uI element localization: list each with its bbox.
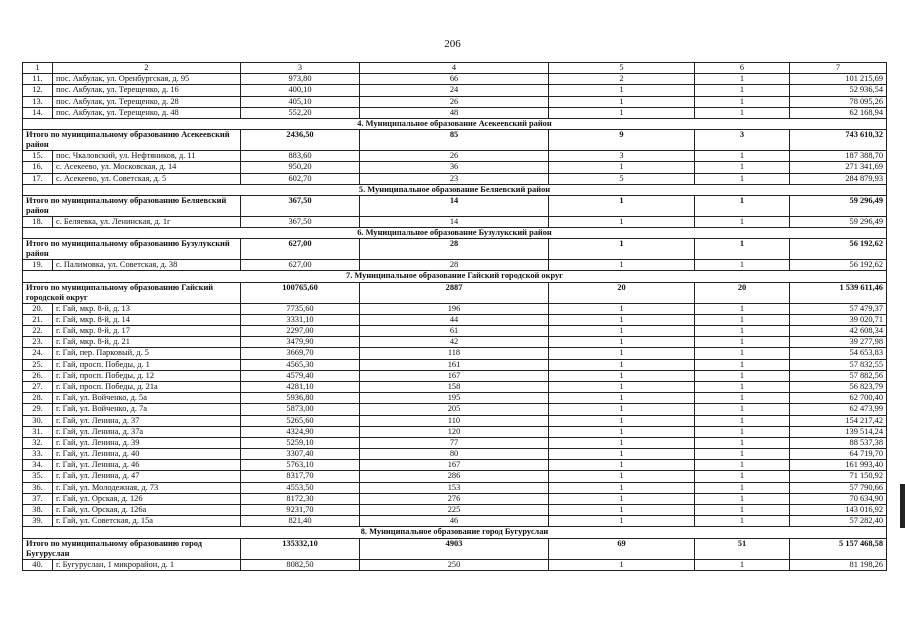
- row-cost: 39 277,98: [790, 337, 887, 348]
- row-area: 5265,60: [241, 415, 360, 426]
- row-col6: 1: [695, 559, 790, 570]
- row-area: 2297,00: [241, 326, 360, 337]
- row-cost: 62 473,99: [790, 404, 887, 415]
- row-col6: 1: [695, 260, 790, 271]
- subtotal-cost: 1 539 611,46: [790, 282, 887, 303]
- row-number: 15.: [23, 151, 53, 162]
- row-area: 3307,40: [241, 449, 360, 460]
- row-cost: 59 296,49: [790, 216, 887, 227]
- row-address: г. Гай, мкр. 8-й, д. 17: [53, 326, 241, 337]
- row-area: 883,60: [241, 151, 360, 162]
- row-address: г. Гай, ул. Орская, д. 126а: [53, 505, 241, 516]
- row-residents: 120: [360, 426, 549, 437]
- row-number: 38.: [23, 505, 53, 516]
- row-number: 40.: [23, 559, 53, 570]
- row-col6: 1: [695, 460, 790, 471]
- row-residents: 23: [360, 173, 549, 184]
- subtotal-col6: 51: [695, 538, 790, 559]
- row-number: 18.: [23, 216, 53, 227]
- row-residents: 24: [360, 85, 549, 96]
- subtotal-area: 627,00: [241, 239, 360, 260]
- row-col6: 1: [695, 303, 790, 314]
- row-address: г. Гай, ул. Войченко, д. 7а: [53, 404, 241, 415]
- row-col5: 5: [549, 173, 695, 184]
- subtotal-col6: 1: [695, 239, 790, 260]
- row-col5: 1: [549, 370, 695, 381]
- row-col6: 1: [695, 314, 790, 325]
- row-col6: 1: [695, 337, 790, 348]
- row-cost: 64 719,70: [790, 449, 887, 460]
- row-address: г. Гай, просп. Победы, д. 12: [53, 370, 241, 381]
- row-area: 5873,00: [241, 404, 360, 415]
- section-heading-row: [23, 271, 887, 282]
- row-residents: 80: [360, 449, 549, 460]
- row-area: 4324,90: [241, 426, 360, 437]
- row-residents: 225: [360, 505, 549, 516]
- section-title: 6. Муниципальное образование Бузулукский район: [23, 228, 887, 239]
- row-number: 17.: [23, 173, 53, 184]
- row-col5: 1: [549, 96, 695, 107]
- section-heading-row: [23, 228, 887, 239]
- subtotal-cost: 743 610,32: [790, 130, 887, 151]
- row-number: 23.: [23, 337, 53, 348]
- column-header: 1: [23, 63, 53, 74]
- row-cost: 42 608,34: [790, 326, 887, 337]
- row-cost: 62 168,94: [790, 107, 887, 118]
- row-area: 4565,30: [241, 359, 360, 370]
- row-residents: 276: [360, 493, 549, 504]
- table-row: [23, 85, 887, 96]
- row-area: 3331,10: [241, 314, 360, 325]
- row-col6: 1: [695, 415, 790, 426]
- row-col5: 1: [549, 460, 695, 471]
- row-col5: 1: [549, 493, 695, 504]
- row-residents: 26: [360, 96, 549, 107]
- row-cost: 57 832,55: [790, 359, 887, 370]
- row-residents: 26: [360, 151, 549, 162]
- section-title: 4. Муниципальное образование Асекеевский район: [23, 118, 887, 129]
- subtotal-row: [23, 239, 887, 260]
- row-col6: 1: [695, 326, 790, 337]
- row-address: г. Гай, просп. Победы, д. 21а: [53, 381, 241, 392]
- row-cost: 101 215,69: [790, 74, 887, 85]
- subtotal-label: Итого по муниципальному образованию город Бугуруслан: [23, 538, 241, 559]
- row-residents: 286: [360, 471, 549, 482]
- column-header: 5: [549, 63, 695, 74]
- subtotal-cost: 5 157 468,58: [790, 538, 887, 559]
- row-number: 20.: [23, 303, 53, 314]
- column-header: 3: [241, 63, 360, 74]
- table-row: [23, 96, 887, 107]
- row-address: пос. Акбулак, ул. Терещенко, д. 28: [53, 96, 241, 107]
- row-area: 950,20: [241, 162, 360, 173]
- row-col6: 1: [695, 516, 790, 527]
- row-col6: 1: [695, 162, 790, 173]
- row-address: г. Гай, мкр. 8-й, д. 13: [53, 303, 241, 314]
- row-cost: 88 537,38: [790, 437, 887, 448]
- row-number: 32.: [23, 437, 53, 448]
- subtotal-col6: 3: [695, 130, 790, 151]
- row-address: г. Гай, ул. Ленина, д. 40: [53, 449, 241, 460]
- row-area: 821,40: [241, 516, 360, 527]
- row-area: 7735,60: [241, 303, 360, 314]
- subtotal-residents: 28: [360, 239, 549, 260]
- row-area: 602,70: [241, 173, 360, 184]
- row-number: 28.: [23, 393, 53, 404]
- section-title: 8. Муниципальное образование город Бугуруслан: [23, 527, 887, 538]
- row-cost: 57 479,37: [790, 303, 887, 314]
- row-col6: 1: [695, 216, 790, 227]
- subtotal-col5: 20: [549, 282, 695, 303]
- row-address: г. Гай, мкр. 8-й, д. 14: [53, 314, 241, 325]
- table-row: [23, 426, 887, 437]
- row-cost: 187 388,70: [790, 151, 887, 162]
- row-col6: 1: [695, 505, 790, 516]
- row-col6: 1: [695, 107, 790, 118]
- row-area: 4553,50: [241, 482, 360, 493]
- row-address: с. Асекеево, ул. Московская, д. 14: [53, 162, 241, 173]
- table-row: [23, 348, 887, 359]
- table-row: [23, 162, 887, 173]
- row-area: 5259,10: [241, 437, 360, 448]
- row-address: с. Асекеево, ул. Советская, д. 5: [53, 173, 241, 184]
- table-row: [23, 449, 887, 460]
- table-row: [23, 326, 887, 337]
- row-area: 3479,90: [241, 337, 360, 348]
- scan-edge-mark: [900, 484, 905, 528]
- row-address: пос. Акбулак, ул. Оренбургская, д. 95: [53, 74, 241, 85]
- table-row: [23, 516, 887, 527]
- subtotal-col5: 9: [549, 130, 695, 151]
- row-col5: 1: [549, 162, 695, 173]
- row-col5: 1: [549, 516, 695, 527]
- row-cost: 56 823,79: [790, 381, 887, 392]
- table-row: [23, 505, 887, 516]
- row-area: 9231,70: [241, 505, 360, 516]
- subtotal-label: Итого по муниципальному образованию Беляевский район: [23, 195, 241, 216]
- row-address: с. Палимовка, ул. Советская, д. 38: [53, 260, 241, 271]
- row-residents: 167: [360, 370, 549, 381]
- table-row: [23, 482, 887, 493]
- row-col5: 1: [549, 415, 695, 426]
- subtotal-residents: 2887: [360, 282, 549, 303]
- section-title: 7. Муниципальное образование Гайский городской округ: [23, 271, 887, 282]
- row-address: пос. Акбулак, ул. Терещенко, д. 16: [53, 85, 241, 96]
- column-header: 6: [695, 63, 790, 74]
- subtotal-col5: 1: [549, 195, 695, 216]
- row-residents: 110: [360, 415, 549, 426]
- row-col6: 1: [695, 482, 790, 493]
- row-cost: 143 016,92: [790, 505, 887, 516]
- table-row: [23, 74, 887, 85]
- row-cost: 154 217,42: [790, 415, 887, 426]
- row-col6: 1: [695, 449, 790, 460]
- subtotal-residents: 4903: [360, 538, 549, 559]
- row-col6: 1: [695, 493, 790, 504]
- column-header: 4: [360, 63, 549, 74]
- row-address: г. Гай, ул. Орская, д. 126: [53, 493, 241, 504]
- row-residents: 158: [360, 381, 549, 392]
- row-area: 973,80: [241, 74, 360, 85]
- row-col5: 1: [549, 216, 695, 227]
- row-col5: 1: [549, 559, 695, 570]
- row-number: 34.: [23, 460, 53, 471]
- subtotal-area: 367,50: [241, 195, 360, 216]
- row-area: 8172,30: [241, 493, 360, 504]
- row-number: 16.: [23, 162, 53, 173]
- row-residents: 167: [360, 460, 549, 471]
- row-col6: 1: [695, 173, 790, 184]
- table-row: [23, 359, 887, 370]
- table-row: [23, 151, 887, 162]
- subtotal-row: [23, 195, 887, 216]
- table-row: [23, 393, 887, 404]
- row-cost: 57 790,66: [790, 482, 887, 493]
- row-number: 14.: [23, 107, 53, 118]
- row-col5: 1: [549, 449, 695, 460]
- row-cost: 271 341,69: [790, 162, 887, 173]
- subtotal-area: 2436,50: [241, 130, 360, 151]
- table-row: [23, 415, 887, 426]
- row-cost: 39 020,71: [790, 314, 887, 325]
- section-heading-row: [23, 118, 887, 129]
- row-col5: 1: [549, 303, 695, 314]
- column-number-header-row: [23, 63, 887, 74]
- subtotal-label: Итого по муниципальному образованию Асекеевский район: [23, 130, 241, 151]
- row-cost: 161 993,40: [790, 460, 887, 471]
- table-row: [23, 173, 887, 184]
- row-number: 11.: [23, 74, 53, 85]
- row-number: 39.: [23, 516, 53, 527]
- row-cost: 81 198,26: [790, 559, 887, 570]
- row-cost: 70 634,90: [790, 493, 887, 504]
- table-row: [23, 437, 887, 448]
- row-residents: 195: [360, 393, 549, 404]
- subtotal-row: [23, 130, 887, 151]
- table-row: [23, 381, 887, 392]
- table-row: [23, 370, 887, 381]
- row-number: 21.: [23, 314, 53, 325]
- row-number: 33.: [23, 449, 53, 460]
- row-col5: 1: [549, 381, 695, 392]
- table-row: [23, 314, 887, 325]
- row-residents: 42: [360, 337, 549, 348]
- subtotal-label: Итого по муниципальному образованию Гайский городской округ: [23, 282, 241, 303]
- table-row: [23, 559, 887, 570]
- row-residents: 66: [360, 74, 549, 85]
- row-col6: 1: [695, 381, 790, 392]
- row-cost: 71 150,92: [790, 471, 887, 482]
- row-address: г. Гай, ул. Войченко, д. 5а: [53, 393, 241, 404]
- row-col6: 1: [695, 74, 790, 85]
- row-col5: 1: [549, 393, 695, 404]
- row-area: 627,00: [241, 260, 360, 271]
- row-residents: 196: [360, 303, 549, 314]
- row-address: г. Гай, ул. Ленина, д. 37а: [53, 426, 241, 437]
- subtotal-residents: 85: [360, 130, 549, 151]
- subtotal-row: [23, 538, 887, 559]
- row-residents: 205: [360, 404, 549, 415]
- row-address: пос. Чкаловский, ул. Нефтяников, д. 11: [53, 151, 241, 162]
- row-col5: 1: [549, 314, 695, 325]
- subtotal-cost: 56 192,62: [790, 239, 887, 260]
- row-cost: 54 653,83: [790, 348, 887, 359]
- row-address: г. Гай, ул. Ленина, д. 37: [53, 415, 241, 426]
- subtotal-col6: 20: [695, 282, 790, 303]
- row-area: 367,50: [241, 216, 360, 227]
- subtotal-col6: 1: [695, 195, 790, 216]
- row-number: 31.: [23, 426, 53, 437]
- row-residents: 44: [360, 314, 549, 325]
- row-residents: 14: [360, 216, 549, 227]
- table-row: [23, 337, 887, 348]
- row-cost: 78 095,26: [790, 96, 887, 107]
- row-address: г. Гай, мкр. 8-й, д. 21: [53, 337, 241, 348]
- section-heading-row: [23, 527, 887, 538]
- row-area: 3669,70: [241, 348, 360, 359]
- column-header: 7: [790, 63, 887, 74]
- row-area: 405,10: [241, 96, 360, 107]
- row-area: 4281,10: [241, 381, 360, 392]
- section-title: 5. Муниципальное образование Беляевский район: [23, 184, 887, 195]
- row-col6: 1: [695, 151, 790, 162]
- row-area: 400,10: [241, 85, 360, 96]
- row-address: пос. Акбулак, ул. Терещенко, д. 48: [53, 107, 241, 118]
- table-row: [23, 460, 887, 471]
- row-address: г. Гай, ул. Ленина, д. 47: [53, 471, 241, 482]
- row-col5: 1: [549, 505, 695, 516]
- subtotal-area: 100765,60: [241, 282, 360, 303]
- row-number: 13.: [23, 96, 53, 107]
- table-row: [23, 404, 887, 415]
- row-col5: 1: [549, 348, 695, 359]
- row-address: г. Гай, ул. Молодежная, д. 73: [53, 482, 241, 493]
- row-number: 27.: [23, 381, 53, 392]
- row-residents: 118: [360, 348, 549, 359]
- row-number: 12.: [23, 85, 53, 96]
- row-address: г. Гай, ул. Ленина, д. 39: [53, 437, 241, 448]
- row-residents: 153: [360, 482, 549, 493]
- row-cost: 57 282,40: [790, 516, 887, 527]
- row-col5: 1: [549, 85, 695, 96]
- row-address: г. Гай, пер. Парковый, д. 5: [53, 348, 241, 359]
- row-number: 29.: [23, 404, 53, 415]
- row-col6: 1: [695, 370, 790, 381]
- row-cost: 56 192,62: [790, 260, 887, 271]
- row-area: 4579,40: [241, 370, 360, 381]
- row-col5: 1: [549, 107, 695, 118]
- row-area: 5763,10: [241, 460, 360, 471]
- subtotal-cost: 59 296,49: [790, 195, 887, 216]
- row-col6: 1: [695, 426, 790, 437]
- row-residents: 46: [360, 516, 549, 527]
- row-col5: 1: [549, 482, 695, 493]
- subtotal-label: Итого по муниципальному образованию Бузулукский район: [23, 239, 241, 260]
- row-area: 552,20: [241, 107, 360, 118]
- subtotal-col5: 69: [549, 538, 695, 559]
- table-row: [23, 216, 887, 227]
- row-residents: 28: [360, 260, 549, 271]
- row-cost: 139 514,24: [790, 426, 887, 437]
- row-number: 19.: [23, 260, 53, 271]
- row-col6: 1: [695, 404, 790, 415]
- row-col5: 1: [549, 260, 695, 271]
- row-col6: 1: [695, 348, 790, 359]
- row-number: 37.: [23, 493, 53, 504]
- row-col6: 1: [695, 393, 790, 404]
- row-col5: 1: [549, 326, 695, 337]
- page-number: 206: [444, 38, 461, 50]
- row-cost: 57 882,56: [790, 370, 887, 381]
- row-number: 30.: [23, 415, 53, 426]
- row-col5: 1: [549, 437, 695, 448]
- row-residents: 250: [360, 559, 549, 570]
- row-col5: 1: [549, 426, 695, 437]
- row-col5: 3: [549, 151, 695, 162]
- row-col5: 1: [549, 337, 695, 348]
- table-row: [23, 260, 887, 271]
- table-row: [23, 493, 887, 504]
- table-row: [23, 471, 887, 482]
- row-col6: 1: [695, 85, 790, 96]
- column-header: 2: [53, 63, 241, 74]
- row-number: 36.: [23, 482, 53, 493]
- row-address: г. Гай, ул. Ленина, д. 46: [53, 460, 241, 471]
- subtotal-col5: 1: [549, 239, 695, 260]
- row-address: г. Гай, ул. Советская, д. 15а: [53, 516, 241, 527]
- subtotal-residents: 14: [360, 195, 549, 216]
- row-col6: 1: [695, 471, 790, 482]
- section-heading-row: [23, 184, 887, 195]
- row-cost: 62 700,40: [790, 393, 887, 404]
- row-residents: 161: [360, 359, 549, 370]
- row-residents: 48: [360, 107, 549, 118]
- row-number: 25.: [23, 359, 53, 370]
- row-col6: 1: [695, 96, 790, 107]
- row-col5: 1: [549, 359, 695, 370]
- row-col6: 1: [695, 437, 790, 448]
- table-row: [23, 303, 887, 314]
- row-col5: 2: [549, 74, 695, 85]
- row-address: г. Гай, просп. Победы, д. 1: [53, 359, 241, 370]
- subtotal-row: [23, 282, 887, 303]
- row-area: 8317,70: [241, 471, 360, 482]
- row-cost: 284 879,93: [790, 173, 887, 184]
- register-table: [22, 62, 887, 571]
- subtotal-area: 135332,10: [241, 538, 360, 559]
- table-row: [23, 107, 887, 118]
- row-col6: 1: [695, 359, 790, 370]
- row-area: 8082,50: [241, 559, 360, 570]
- row-number: 24.: [23, 348, 53, 359]
- row-col5: 1: [549, 471, 695, 482]
- row-cost: 52 936,54: [790, 85, 887, 96]
- row-address: с. Беляевка, ул. Ленинская, д. 1г: [53, 216, 241, 227]
- row-address: г. Бугуруслан, 1 микрорайон, д. 1: [53, 559, 241, 570]
- row-col5: 1: [549, 404, 695, 415]
- row-residents: 61: [360, 326, 549, 337]
- row-residents: 77: [360, 437, 549, 448]
- row-number: 22.: [23, 326, 53, 337]
- row-number: 26.: [23, 370, 53, 381]
- row-area: 5936,80: [241, 393, 360, 404]
- row-residents: 36: [360, 162, 549, 173]
- row-number: 35.: [23, 471, 53, 482]
